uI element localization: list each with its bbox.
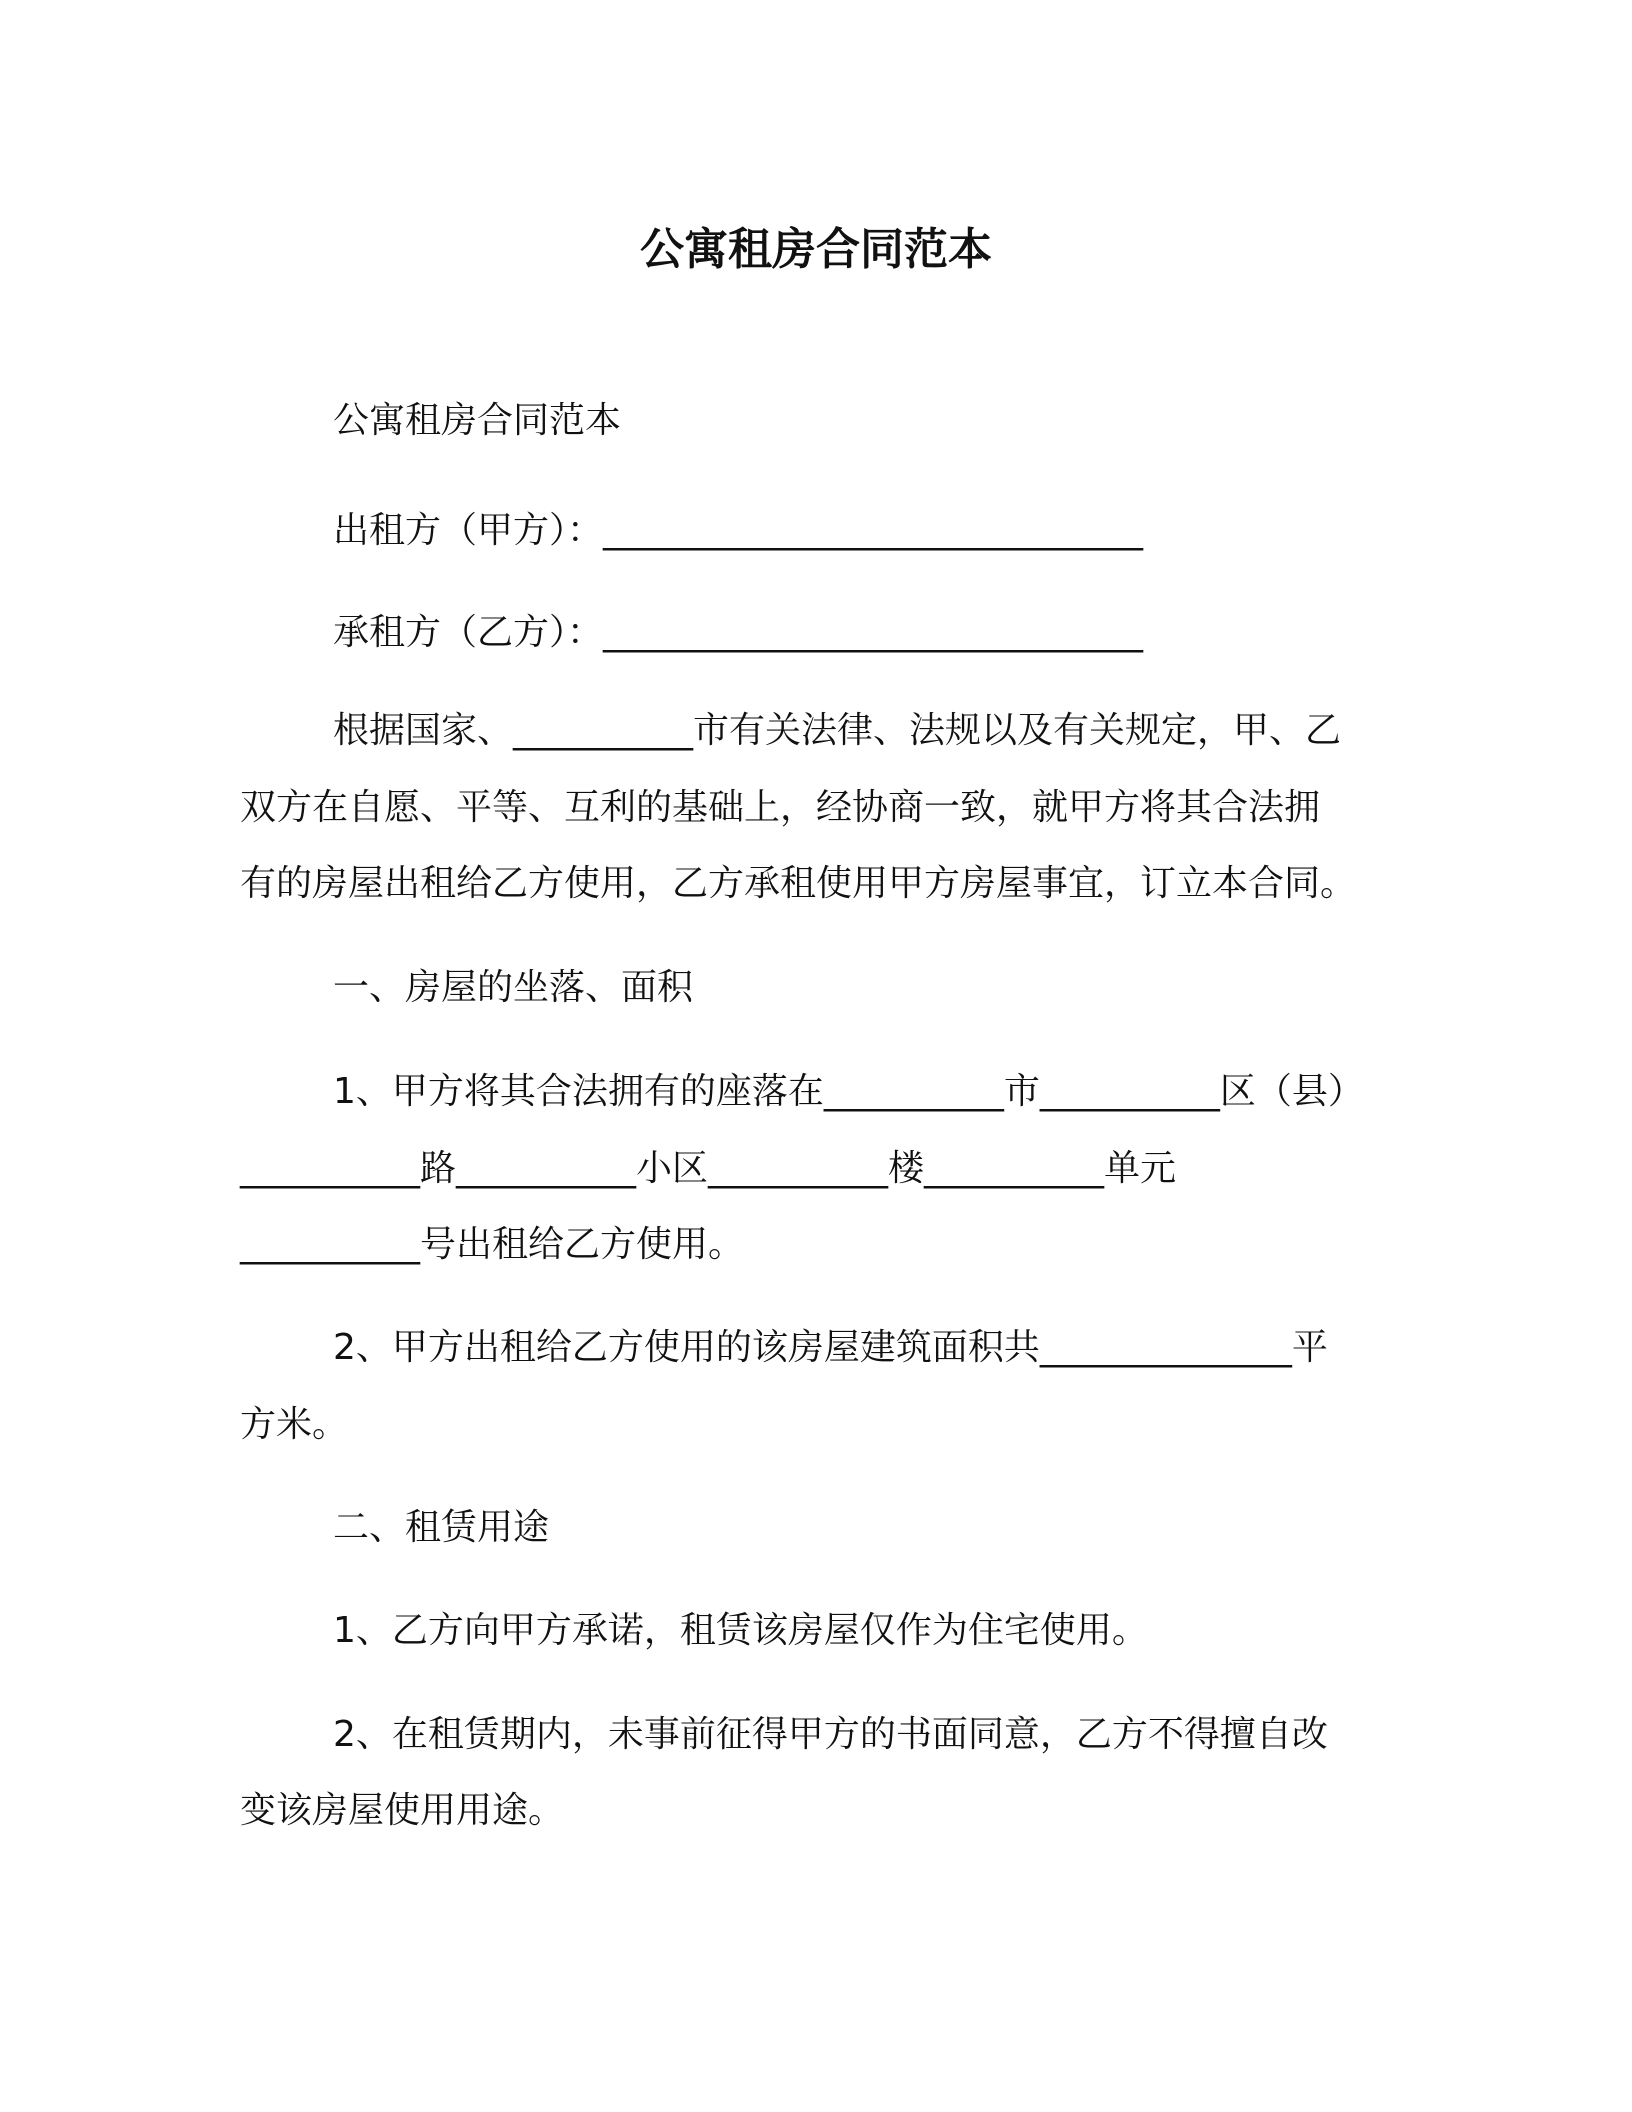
preamble-line: 有的房屋出租给乙方使用，乙方承租使用甲方房屋事宜，订立本合同。 xyxy=(240,863,1357,904)
preamble-line: 根据国家、__________市有关法律、法规以及有关规定，甲、乙 xyxy=(333,710,1342,751)
preamble-line: 双方在自愿、平等、互利的基础上，经协商一致，就甲方将其合法拥 xyxy=(240,787,1321,828)
clause-line: 变该房屋使用用途。 xyxy=(240,1790,565,1831)
clause-line: 方米。 xyxy=(240,1404,349,1445)
lessor-field: 出租方（甲方）：______________________________ xyxy=(333,510,1144,551)
document-title: 公寓租房合同范本 xyxy=(640,224,992,275)
lessee-field: 承租方（乙方）：______________________________ xyxy=(333,612,1144,653)
section-heading: 一、房屋的坐落、面积 xyxy=(333,967,694,1008)
clause-line: 2、在租赁期内，未事前征得甲方的书面同意，乙方不得擅自改 xyxy=(333,1714,1328,1755)
clause-line: 1、甲方将其合法拥有的座落在__________市__________区（县） xyxy=(333,1071,1364,1112)
clause-line: 1、乙方向甲方承诺，租赁该房屋仅作为住宅使用。 xyxy=(333,1610,1148,1651)
clause-line: __________路__________小区__________楼__________单元 xyxy=(240,1148,1176,1189)
clause-line: 2、甲方出租给乙方使用的该房屋建筑面积共______________平 xyxy=(333,1327,1328,1368)
subtitle: 公寓租房合同范本 xyxy=(333,400,622,441)
clause-line: __________号出租给乙方使用。 xyxy=(240,1224,745,1265)
section-heading: 二、租赁用途 xyxy=(333,1507,550,1548)
